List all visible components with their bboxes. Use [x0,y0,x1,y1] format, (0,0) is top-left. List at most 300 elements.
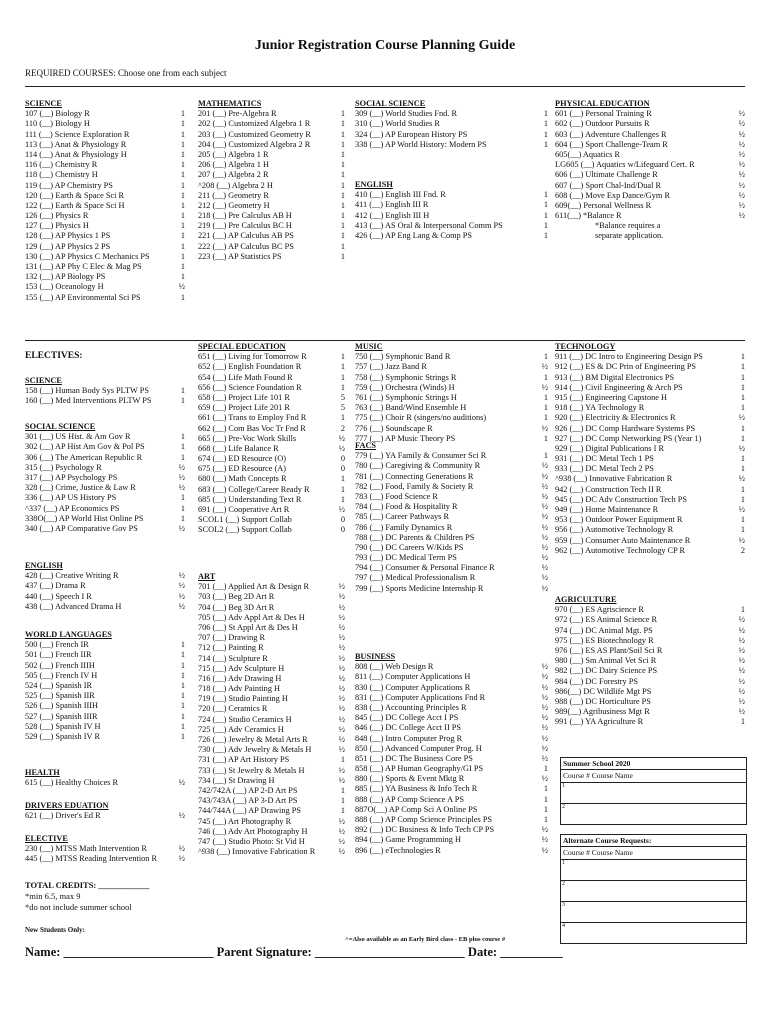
course-credit: 1 [180,119,185,129]
course-row[interactable] [25,493,185,503]
course-row[interactable] [25,191,185,201]
course-row[interactable] [355,584,548,594]
course-credit: 1 [340,109,345,119]
course-row[interactable] [355,774,548,784]
course-credit: ½ [541,532,548,542]
course-row[interactable] [25,661,185,671]
course-row[interactable] [555,119,745,129]
course-row[interactable] [198,109,345,119]
course-row[interactable] [555,383,745,393]
course-credit: ½ [338,694,345,704]
course-row[interactable] [355,231,548,241]
course-row[interactable] [355,482,548,492]
course-row[interactable] [555,413,745,423]
course-row[interactable] [198,485,345,495]
course-row[interactable] [355,713,548,723]
course-row[interactable] [25,130,185,140]
course-label: 913 (__) BM Digital Electronics PS [555,372,675,382]
course-row[interactable] [555,646,745,656]
course-row[interactable] [198,362,345,372]
course-row[interactable] [25,396,185,406]
course-row[interactable] [555,656,745,666]
course-row[interactable] [555,170,745,180]
course-row[interactable] [198,633,345,643]
course-credit: 1 [180,211,185,221]
course-label: ^337 (__) AP Economics PS [25,503,120,513]
course-row[interactable] [198,474,345,484]
course-label: 412 (__) English III H [355,210,430,220]
course-label: 851 (__) DC The Business Core PS [355,753,473,763]
course-row[interactable] [555,546,745,556]
course-row[interactable] [355,825,548,835]
course-label: 976 (__) ES AS Plant/Soil Sci R [555,645,663,655]
course-row[interactable] [198,383,345,393]
course-row[interactable] [355,512,548,522]
course-label: 203 (__) Customized Geometry R [198,129,311,139]
course-row[interactable] [198,393,345,403]
course-row[interactable] [555,525,745,535]
alternate-requests-heading: Alternate Course Requests: [561,835,746,847]
course-row[interactable] [25,732,185,742]
course-label: 974 (__) DC Animal Mgt. PS [555,625,653,635]
course-row[interactable] [198,413,345,423]
course-row[interactable] [555,626,745,636]
course-label: 761 (__) Symphonic Strings H [355,392,457,402]
course-label: 750 (__) Symphonic Band R [355,352,451,362]
course-row[interactable] [198,515,345,525]
course-row[interactable] [25,691,185,701]
section-heading: SOCIAL SCIENCE [25,422,96,431]
course-row[interactable] [25,811,185,821]
course-row[interactable] [555,515,745,525]
course-row[interactable] [198,592,345,602]
course-credit: 1 [180,160,185,170]
electives-label: ELECTIVES: [25,351,83,361]
course-row[interactable] [25,140,185,150]
course-row[interactable] [198,150,345,160]
course-row[interactable] [555,717,745,727]
course-row[interactable] [355,573,548,583]
course-row[interactable] [25,473,185,483]
course-row[interactable] [25,242,185,252]
course-row[interactable] [198,444,345,454]
course-row[interactable] [25,181,185,191]
course-row[interactable] [555,615,745,625]
course-row[interactable] [555,636,745,646]
course-row[interactable] [555,434,745,444]
course-row[interactable] [555,485,745,495]
course-row[interactable] [198,654,345,664]
course-credit: 1 [740,403,745,413]
course-credit: ½ [738,474,745,484]
course-row[interactable] [198,582,345,592]
course-row[interactable] [198,684,345,694]
course-row[interactable] [25,640,185,650]
course-row[interactable] [198,603,345,613]
course-row[interactable] [25,272,185,282]
course-row[interactable] [555,605,745,615]
course-row[interactable] [198,454,345,464]
course-label: 126 (__) Physics R [25,211,89,221]
course-row[interactable] [555,352,745,362]
course-row[interactable] [355,109,548,119]
course-row[interactable] [355,383,548,393]
course-label: 726 (__) Jewelry & Metal Arts R [198,735,308,745]
course-row[interactable] [555,495,745,505]
summer-school-line[interactable]: 1 [561,783,746,804]
course-credit: ½ [178,282,185,292]
course-row[interactable] [355,413,548,423]
course-row[interactable] [355,662,548,672]
course-row[interactable] [555,536,745,546]
course-row[interactable] [25,592,185,602]
course-row[interactable] [25,160,185,170]
course-row[interactable] [25,109,185,119]
course-row[interactable] [355,119,548,129]
course-row[interactable] [198,160,345,170]
course-row[interactable] [198,715,345,725]
course-row[interactable] [355,805,548,815]
course-row[interactable] [555,403,745,413]
course-row[interactable] [25,844,185,854]
course-credit: 1 [340,221,345,231]
course-row[interactable] [198,766,345,776]
course-row[interactable] [25,386,185,396]
course-row[interactable] [198,231,345,241]
course-row[interactable] [198,694,345,704]
course-credit: 1 [180,701,185,711]
course-row[interactable] [198,623,345,633]
course-row[interactable] [25,293,185,303]
course-row[interactable] [198,755,345,765]
course-row[interactable] [25,524,185,534]
course-row[interactable] [25,701,185,711]
course-row[interactable] [355,784,548,794]
course-row[interactable] [198,403,345,413]
course-credit: 1 [180,721,185,731]
course-row[interactable] [25,581,185,591]
course-row[interactable] [198,242,345,252]
course-label: 747 (__) Studio Photo: St Vid H [198,836,305,846]
course-row[interactable] [198,119,345,129]
course-row[interactable] [198,735,345,745]
course-row[interactable] [355,424,548,434]
course-row[interactable] [355,190,548,200]
course-row[interactable] [555,697,745,707]
section-heading: MATHEMATICS [198,99,262,108]
total-credits-field[interactable]: TOTAL CREDITS: ____________ [25,880,150,890]
section-heading: PHYSICAL EDUCATION [555,99,650,108]
course-row[interactable] [355,835,548,845]
course-row[interactable] [355,734,548,744]
course-row[interactable] [355,472,548,482]
course-row[interactable] [198,424,345,434]
summer-school-line[interactable]: 2 [562,804,565,810]
course-row[interactable] [555,424,745,434]
course-row[interactable] [355,492,548,502]
course-credit: 1 [340,785,345,795]
course-row[interactable] [555,191,745,201]
course-credit: ½ [338,643,345,653]
course-row[interactable] [25,170,185,180]
course-credit: ½ [541,542,548,552]
course-row[interactable] [355,553,548,563]
course-label: ^208 (__) Algebra 2 H [198,180,273,190]
course-row[interactable] [355,795,548,805]
course-label: 706 (__) St Appl Art & Des H [198,622,298,632]
course-row[interactable] [198,725,345,735]
course-credit: 1 [340,362,345,372]
course-row[interactable] [355,393,548,403]
course-row[interactable] [198,201,345,211]
course-row[interactable] [555,454,745,464]
course-row[interactable] [198,464,345,474]
course-row[interactable] [355,764,548,774]
alternate-request-line[interactable]: 2 [561,881,746,902]
course-row[interactable] [355,403,548,413]
course-row[interactable] [198,170,345,180]
course-row[interactable] [198,776,345,786]
course-row[interactable] [25,854,185,864]
course-credit: 1 [180,221,185,231]
course-row[interactable] [555,140,745,150]
course-label: 929 (__) Digital Publications I R [555,443,665,453]
course-credit: 1 [543,433,548,443]
course-row[interactable] [555,181,745,191]
course-row[interactable] [355,563,548,573]
course-row[interactable] [355,683,548,693]
course-row[interactable] [198,191,345,201]
course-label: 683 (__) College/Career Ready R [198,484,310,494]
course-row[interactable] [555,373,745,383]
course-label: 920 (__) Electricity & Electronics R [555,413,676,423]
course-row[interactable] [355,723,548,733]
art-block [198,572,345,857]
course-label: 118 (__) Chemistry H [25,170,98,180]
course-credit: 1 [740,362,745,372]
course-row[interactable] [25,231,185,241]
course-credit: 1 [180,691,185,701]
course-row[interactable] [198,786,345,796]
course-row[interactable] [198,704,345,714]
english-required-block [355,180,548,241]
course-row[interactable] [25,119,185,129]
course-row[interactable] [25,483,185,493]
course-credit: 1 [543,139,548,149]
alternate-request-line[interactable]: 4 [562,923,565,929]
course-row[interactable] [198,252,345,262]
course-row[interactable] [555,109,745,119]
course-row[interactable] [355,373,548,383]
alternate-request-line[interactable]: 3 [561,902,746,923]
course-row[interactable] [555,150,745,160]
course-row[interactable] [25,453,185,463]
course-credit: 1 [180,241,185,251]
course-row[interactable] [355,221,548,231]
course-row[interactable] [25,463,185,473]
course-label: 338O(__) AP World Hist Online PS [25,513,144,523]
course-label: 206 (__) Algebra 1 H [198,160,269,170]
course-label: 222 (__) AP Calculus BC PS [198,241,294,251]
course-row[interactable] [198,796,345,806]
course-row[interactable] [355,754,548,764]
course-row[interactable] [355,672,548,682]
course-row[interactable] [198,352,345,362]
course-row[interactable] [198,373,345,383]
course-row[interactable] [355,523,548,533]
course-row[interactable] [198,613,345,623]
course-row[interactable] [198,181,345,191]
course-row[interactable] [25,671,185,681]
course-row[interactable] [198,837,345,847]
course-row[interactable] [198,434,345,444]
course-row[interactable] [198,505,345,515]
course-label: 661 (__) Trans to Employ Fnd R [198,413,307,423]
course-row[interactable] [198,495,345,505]
course-credit: ½ [738,170,745,180]
course-row[interactable] [355,461,548,471]
course-row[interactable] [355,543,548,553]
course-row[interactable] [25,262,185,272]
course-label: 324 (__) AP European History PS [355,129,468,139]
course-row[interactable] [198,211,345,221]
course-row[interactable] [25,722,185,732]
course-row[interactable] [198,664,345,674]
social-science-required-block [355,99,548,150]
course-credit: ½ [541,502,548,512]
course-row[interactable] [198,525,345,535]
course-row[interactable] [355,200,548,210]
course-row[interactable] [555,160,745,170]
course-row[interactable] [555,464,745,474]
course-row[interactable] [355,140,548,150]
course-credit: ½ [738,656,745,666]
course-label: 880 (__) Sports & Event Mktg R [355,774,465,784]
course-row[interactable] [555,211,745,221]
course-row[interactable] [25,201,185,211]
course-row[interactable] [555,130,745,140]
course-label: 338 (__) AP World History: Modern PS [355,139,487,149]
course-row[interactable] [198,806,345,816]
course-row[interactable] [198,817,345,827]
course-label: 212 (__) Geometry H [198,200,270,210]
course-label: 680 (__) Math Concepts R [198,474,287,484]
course-credit: ½ [541,563,548,573]
course-row[interactable] [25,571,185,581]
course-credit: 1 [180,513,185,523]
course-row[interactable] [355,502,548,512]
course-row[interactable] [25,504,185,514]
course-row[interactable] [355,846,548,856]
course-credit: ½ [338,653,345,663]
course-credit: 1 [543,230,548,240]
course-credit: 1 [740,484,745,494]
course-row[interactable] [25,211,185,221]
course-row[interactable] [25,712,185,722]
course-row[interactable] [555,707,745,717]
course-credit: 1 [180,149,185,159]
course-row[interactable] [25,221,185,231]
course-credit: 1 [340,474,345,484]
course-row[interactable] [355,130,548,140]
course-row[interactable] [25,442,185,452]
course-row[interactable] [555,362,745,372]
course-row[interactable] [555,687,745,697]
course-label: LG605 (__) Aquatics w/Lifeguard Cert. R [555,160,695,170]
course-row[interactable] [198,140,345,150]
course-row[interactable] [25,778,185,788]
course-credit: ½ [178,591,185,601]
course-credit: ½ [338,704,345,714]
course-row[interactable] [555,505,745,515]
course-row[interactable] [25,650,185,660]
course-row[interactable] [355,693,548,703]
course-credit: ½ [338,724,345,734]
course-row[interactable] [25,514,185,524]
course-row[interactable] [555,201,745,211]
course-label: 310 (__) World Studies R [355,119,440,129]
course-row[interactable] [198,847,345,857]
course-row[interactable] [355,815,548,825]
course-credit: 1 [740,352,745,362]
course-label: 201 (__) Pre-Algebra R [198,109,277,119]
course-row[interactable] [355,744,548,754]
course-row[interactable] [355,451,548,461]
course-row[interactable] [198,827,345,837]
course-row[interactable] [25,432,185,442]
course-credit: 1 [740,423,745,433]
course-row[interactable] [25,150,185,160]
course-row[interactable] [355,533,548,543]
course-label: 131 (__) AP Phy C Elec & Mag PS [25,262,142,272]
course-row[interactable] [555,666,745,676]
alternate-request-line[interactable]: 1 [561,860,746,881]
course-row[interactable] [555,474,745,484]
course-row[interactable] [198,745,345,755]
course-label: 970 (__) ES Agriscience R [555,605,644,615]
course-row[interactable] [355,703,548,713]
course-row[interactable] [555,393,745,403]
course-credit: 2 [740,545,745,555]
course-label: 428 (__) Creative Writing R [25,571,119,581]
course-credit: 1 [180,432,185,442]
course-label: 718 (__) Adv Painting H [198,684,281,694]
course-row[interactable] [355,211,548,221]
course-row[interactable] [198,643,345,653]
physical-education-block [555,99,745,242]
course-row[interactable] [355,352,548,362]
course-row[interactable] [198,221,345,231]
course-label: 302 (__) AP Hist Am Gov & Pol PS [25,442,145,452]
course-label: 155 (__) AP Environmental Sci PS [25,292,141,302]
course-row[interactable] [555,444,745,454]
course-row[interactable] [198,674,345,684]
course-label: 132 (__) AP Biology PS [25,272,106,282]
course-row[interactable] [25,681,185,691]
course-row[interactable] [198,130,345,140]
course-row[interactable] [555,677,745,687]
signature-line[interactable]: Name: ________________________ Parent Signature: ________________________ Date: __________ [25,945,563,959]
course-label: 526 (__) Spanish IIIH [25,701,99,711]
course-row[interactable] [355,362,548,372]
course-credit: ½ [178,472,185,482]
course-row[interactable] [25,252,185,262]
course-row[interactable] [25,282,185,292]
course-label: 651 (__) Living for Tomorrow R [198,352,307,362]
course-credit: 1 [180,180,185,190]
course-credit: ½ [541,753,548,763]
course-row[interactable] [25,602,185,612]
